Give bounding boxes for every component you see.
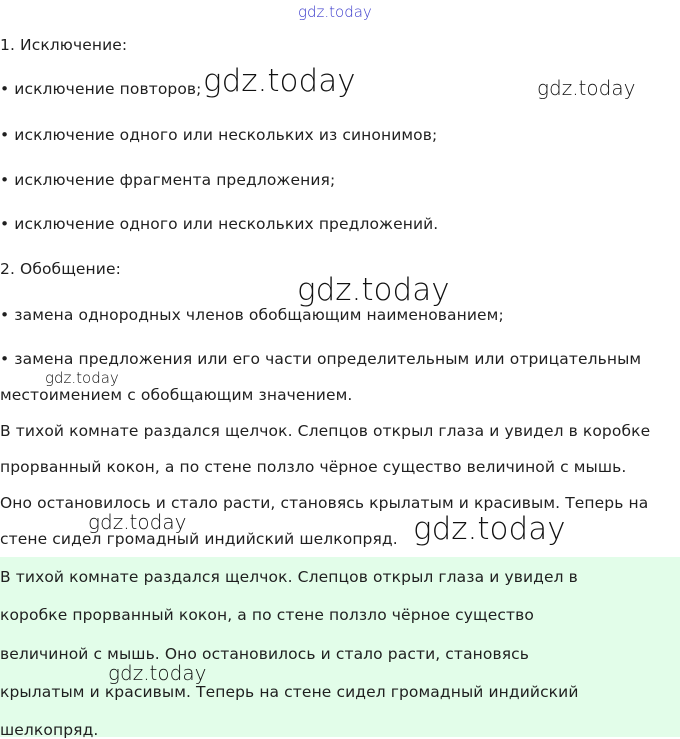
list-item: • исключение фрагмента предложения; xyxy=(0,171,336,189)
watermark: gdz.today xyxy=(537,76,636,100)
answer-line: коробке прорванный кокон, а по стене ползло чёрное существо xyxy=(0,606,534,624)
paragraph-line: В тихой комнате раздался щелчок. Слепцов открыл глаза и увидел в коробке xyxy=(0,422,651,440)
paragraph-line: Оно остановилось и стало расти, становясь крылатым и красивым. Теперь на xyxy=(0,494,649,512)
answer-line: шелкопряд. xyxy=(0,721,99,739)
list-item: • замена предложения или его части определительным или отрицательным xyxy=(0,350,642,368)
answer-line: В тихой комнате раздался щелчок. Слепцов открыл глаза и увидел в xyxy=(0,568,578,586)
paragraph-line: прорванный кокон, а по стене ползло чёрное существо величиной с мышь. xyxy=(0,458,627,476)
watermark-top: gdz.today xyxy=(298,3,372,21)
list-item: • исключение одного или нескольких предложений. xyxy=(0,215,439,233)
list-item: • исключение повторов; xyxy=(0,80,202,98)
list-item-continuation: местоимением с обобщающим значением. xyxy=(0,386,353,404)
answer-line: величиной с мышь. Оно остановилось и стало расти, становясь xyxy=(0,645,529,663)
watermark: gdz.today xyxy=(297,272,450,308)
watermark: gdz.today xyxy=(45,369,119,387)
paragraph-line: стене сидел громадный индийский шелкопряд. xyxy=(0,530,398,548)
watermark: gdz.today xyxy=(413,511,566,547)
watermark: gdz.today xyxy=(203,63,356,99)
watermark: gdz.today xyxy=(108,661,207,685)
watermark: gdz.today xyxy=(88,510,187,534)
answer-line: крылатым и красивым. Теперь на стене сидел громадный индийский xyxy=(0,683,579,701)
list-item: • замена однородных членов обобщающим наименованием; xyxy=(0,306,504,324)
list-item: • исключение одного или нескольких из синонимов; xyxy=(0,126,438,144)
section-heading-exclusion: 1. Исключение: xyxy=(0,36,128,54)
section-heading-generalization: 2. Обобщение: xyxy=(0,260,121,278)
